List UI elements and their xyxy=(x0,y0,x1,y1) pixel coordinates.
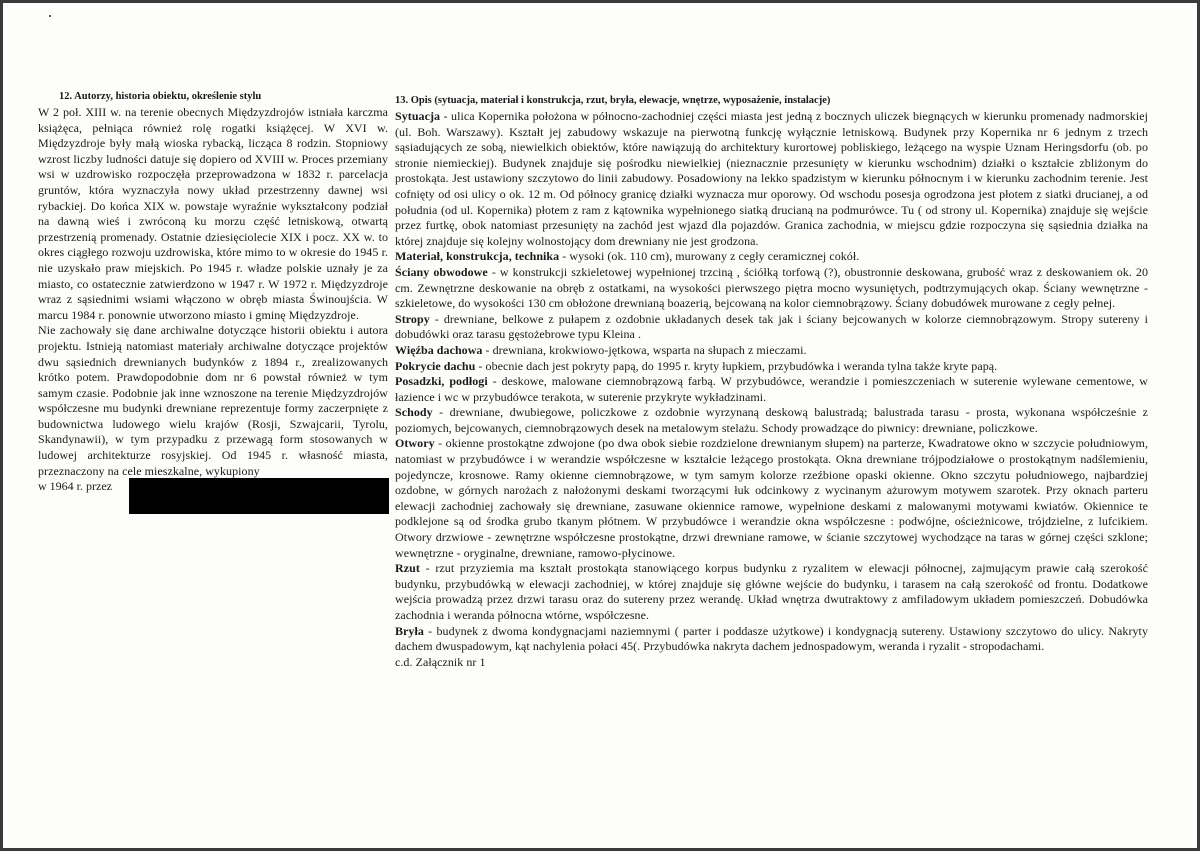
description-situation: Sytuacja - ulica Kopernika położona w północno-zachodniej części miasta jest jedną z bocznych uliczek biegnących w kierunku promenady nadmorskiej (ul. Boh. Warszawy). Kształt jej zabudowy wskazuje na pierwotną funkcję wyłącznie letniskową. Budynek przy Kopernika nr 6 jednym z trzech sąsiadujących ze sobą, niewielkich obiektów, które nawiązują do architektury kurortowej pobliskiego, leżącego na wyspie Uznam Heringsdorfu (ob. po stronie niemieckiej). Budynek znajduje się pośrodku niewielkiej (nieznacznie przesunięty w kierunku wschodnim) działki o kształcie zbliżonym do prostokąta. Jest ustawiony szczytowo do linii zabudowy. Posadowiony na lekko spadzistym w kierunku północnym i w kierunku zachodnim terenie. Jest cofnięty od osi ulicy o ok. 12 m. Od północy granicę działki wyznacza mur oporowy. Od wschodu posesja ogrodzona jest płotem z siatki drucianej, a od południa (od ul. Kopernika) płotem z ram z kątownika wypełnionego siatką drucianą na podmurówce. Tu ( od strony ul. Kopernika) znajduje się wejście przez furtkę, obok natomiast przesunięty na zachód jest wjazd dla pojazdów. Granica zachodnia, w miejscu gdzie rozpoczyna się sąsiednia działka na której znajduje się kolejny wolnostojący dom drewniany nie jest grodzona. xyxy=(395,109,1148,248)
redacted-line xyxy=(38,479,388,495)
history-column xyxy=(38,90,388,495)
description-plan: Rzut - rzut przyziemia ma kształt prostokąta stanowiącego korpus budynku z ryzalitem w elewacji północnej, zajmującym prawie całą szerokość budynku, przybudówką w elewacji zachodniej, w której znajduje się główne wejście do budynku, i tarasem na całą szerokość od frontu. Dodatkowe wejścia prowadzą przez drzwi tarasu oraz do sutereny przez werandę. Układ wnętrza dwutraktowy z amfiladowym układem pomieszczeń. Dobudówka zachodnia i weranda północna wtórne, współczesne. xyxy=(395,561,1148,622)
history-heading: 12. Autorzy, historia obiektu, określenie stylu xyxy=(59,91,262,102)
history-body xyxy=(38,105,388,479)
page-frame-left xyxy=(0,0,3,851)
description-stairs: Schody - drewniane, dwubiegowe, policzkowe z ozdobnie wyrzynaną deskową balustradą; balustrada tarasu - prosta, wykonana współcześnie z poziomych, bejcowanych, ciemnobrązowych desek na metalowym stelażu. Schody prowadzące do piwnicy: drewniane, policzkowe. xyxy=(395,405,1148,435)
description-floors: Posadzki, podłogi - deskowe, malowane ciemnobrązową farbą. W przybudówce, werandzie i pomieszczeniach w suterenie wylewane cementowe, w łazience i wc w przybudówce terakota, w suterenie przykryte wykładzinami. xyxy=(395,374,1148,404)
description-ceilings: Stropy - drewniane, belkowe z pułapem z ozdobnie układanych desek tak jak i ściany bejcowanych w kolorze ciemnobrązowym. Stropy sutereny i dobudówki oraz tarasu gęstożebrowe typu Kleina . xyxy=(395,311,1148,342)
description-body xyxy=(395,109,1148,670)
description-walls: Ściany obwodowe - w konstrukcji szkieletowej wypełnionej trzciną , ściółką torfową (?), obustronnie deskowana, grubość wraz z deskowaniem ok. 20 cm. Zewnętrzne deskowanie na obręb z ostatkami, na wysokości pierwszego piętra mocno wysuniętych, podtrzymujących okap. Ściany wewnętrzne - szkieletowe, do wysokości 130 cm obłożone drewnianą boazerią, bejcowaną na kolor ciemnobrązowy. Ściany dobudówek murowane z cegły pełnej. xyxy=(395,264,1148,311)
description-roof-truss: Więźba dachowa - drewniana, krokwiowo-jętkowa, wsparta na słupach z mieczami. xyxy=(395,342,807,357)
description-material: Materiał, konstrukcja, technika - wysoki (ok. 110 cm), murowany z cegły ceramicznej cokół. xyxy=(395,249,860,264)
description-heading: 13. Opis (sytuacja, materiał i konstrukcja, rzut, bryła, elewacje, wnętrze, wyposażenie, instalacje) xyxy=(395,95,831,106)
description-openings: Otwory - okienne prostokątne zdwojone (po dwa obok siebie rozdzielone drewnianym słupem) na parterze, Kwadratowe okno w szczycie południowym, natomiast w przybudówce i w werandzie współczesne w kształcie leżącego prostokąta. Okna drewniane trójpodziałowe o prostokątnym nadślemieniu, pojedyncze, krosnowe. Ramy okienne ciemnobrązowe, w tym samym kolorze rzeźbione opaski okienne. Okno szczytu południowego, najbardziej ozdobne, w górnych narożach z nałożonymi deskami tworzącymi łuk odcinkowy z wycinanym ażurowym motywem szarotek. Przy oknach parteru elewacji zachodniej zachowały się drewniane, zasuwane okiennice ramowe, wypełnione deskami z malowanymi motywami kwiatów. Okiennice te podklejone są od środka grubo tkanym płótnem. W przybudówce i werandzie okna współczesne : podwójne, ościeżnicowe, trójdzielne, z lufcikiem. Otwory drzwiowe - zewnętrzne współczesne prostokątne, drzwi drewniane ramowe, w ścianie szczytowej wychodzące na taras w górnej części szklone; wewnętrzne - oryginalne, drewniane, ramowo-płycinowe. xyxy=(395,436,1148,560)
scan-speck xyxy=(49,15,51,17)
history-paragraph: Nie zachowały się dane archiwalne dotyczące historii obiektu i autora projektu. Istnieją natomiast materiały archiwalne dotyczące projektów dwu sąsiednich drewnianych budynków z 1894 r., zrealizowanych krótko potem. Prawdopodobnie dom nr 6 powstał również w tym samym czasie. Podobnie jak inne wznoszone na terenie Międzyzdrojów współczesne mu budynki drewniane reprezentuje formy zaczerpnięte z budownictwa ludowego wielu krajów (Rosji, Szwajcarii, Tyrolu, Skandynawii), w tym przypadku z przewagą form stosowanych w ludowej architekturze rosyjskiej. Od 1945 r. własność miasta, przeznaczony na cele mieszkalne, wykupiony xyxy=(38,323,388,478)
page-frame-top xyxy=(0,0,1200,3)
continued-note: c.d. Załącznik nr 1 xyxy=(395,654,486,669)
description-massing: Bryła - budynek z dwoma kondygnacjami naziemnymi ( parter i poddasze użytkowe) i kondygnacją sutereny. Ustawiony szczytowo do ulicy. Nakryty dachem dwuspadowym, kąt nachylenia połaci 45(. Przybudówka nakryta dachem jednospadowym, weranda i ryzalit - stropodachami. xyxy=(395,623,1148,654)
history-paragraph: W 2 poł. XIII w. na terenie obecnych Międzyzdrojów istniała karczma książęca, pełniąca również rolę rogatki książęcej. W XVI w. Międzyzdroje były małą wioska rybacką, licząca 8 rodzin. Stopniowy wzrost liczby ludności datuje się dopiero od XVIII w. Proces przemiany wsi w uzdrowisko rozpoczęła przeprowadzona w 1832 r. parcelacja gruntów, która wyznaczyła nowy układ przestrzenny dawnej wsi rybackiej. Do końca XIX w. powstaje wyraźnie wykształcony podział na dawną wieś i zwróconą ku morzu część letniskową, otwartą przestrzenią promenady. Ostatnie dziesięciolecie XIX i pocz. XX w. to okres ciągłego rozwoju uzdrowiska, które mimo to w okresie do 1945 r. nie uzyskało praw miejskich. Po 1945 r. władze polskie uznały je za miasto, co ostatecznie zatwierdzono w 1947 r. W 1972 r. Międzyzdroje wraz z sąsiednimi wsiami włączono w obręb miasta Świnoujścia. W marcu 1984 r. ponownie utworzono miasto i gminę Międzyzdroje. xyxy=(38,105,388,322)
description-roofing: Pokrycie dachu - obecnie dach jest pokryty papą, do 1995 r. kryty łupkiem, przybudówka i weranda tylna także kryte papą. xyxy=(395,358,998,373)
history-trailing-text: w 1964 r. przez xyxy=(38,479,112,494)
redaction-bar xyxy=(129,478,389,514)
description-column xyxy=(395,94,1148,670)
